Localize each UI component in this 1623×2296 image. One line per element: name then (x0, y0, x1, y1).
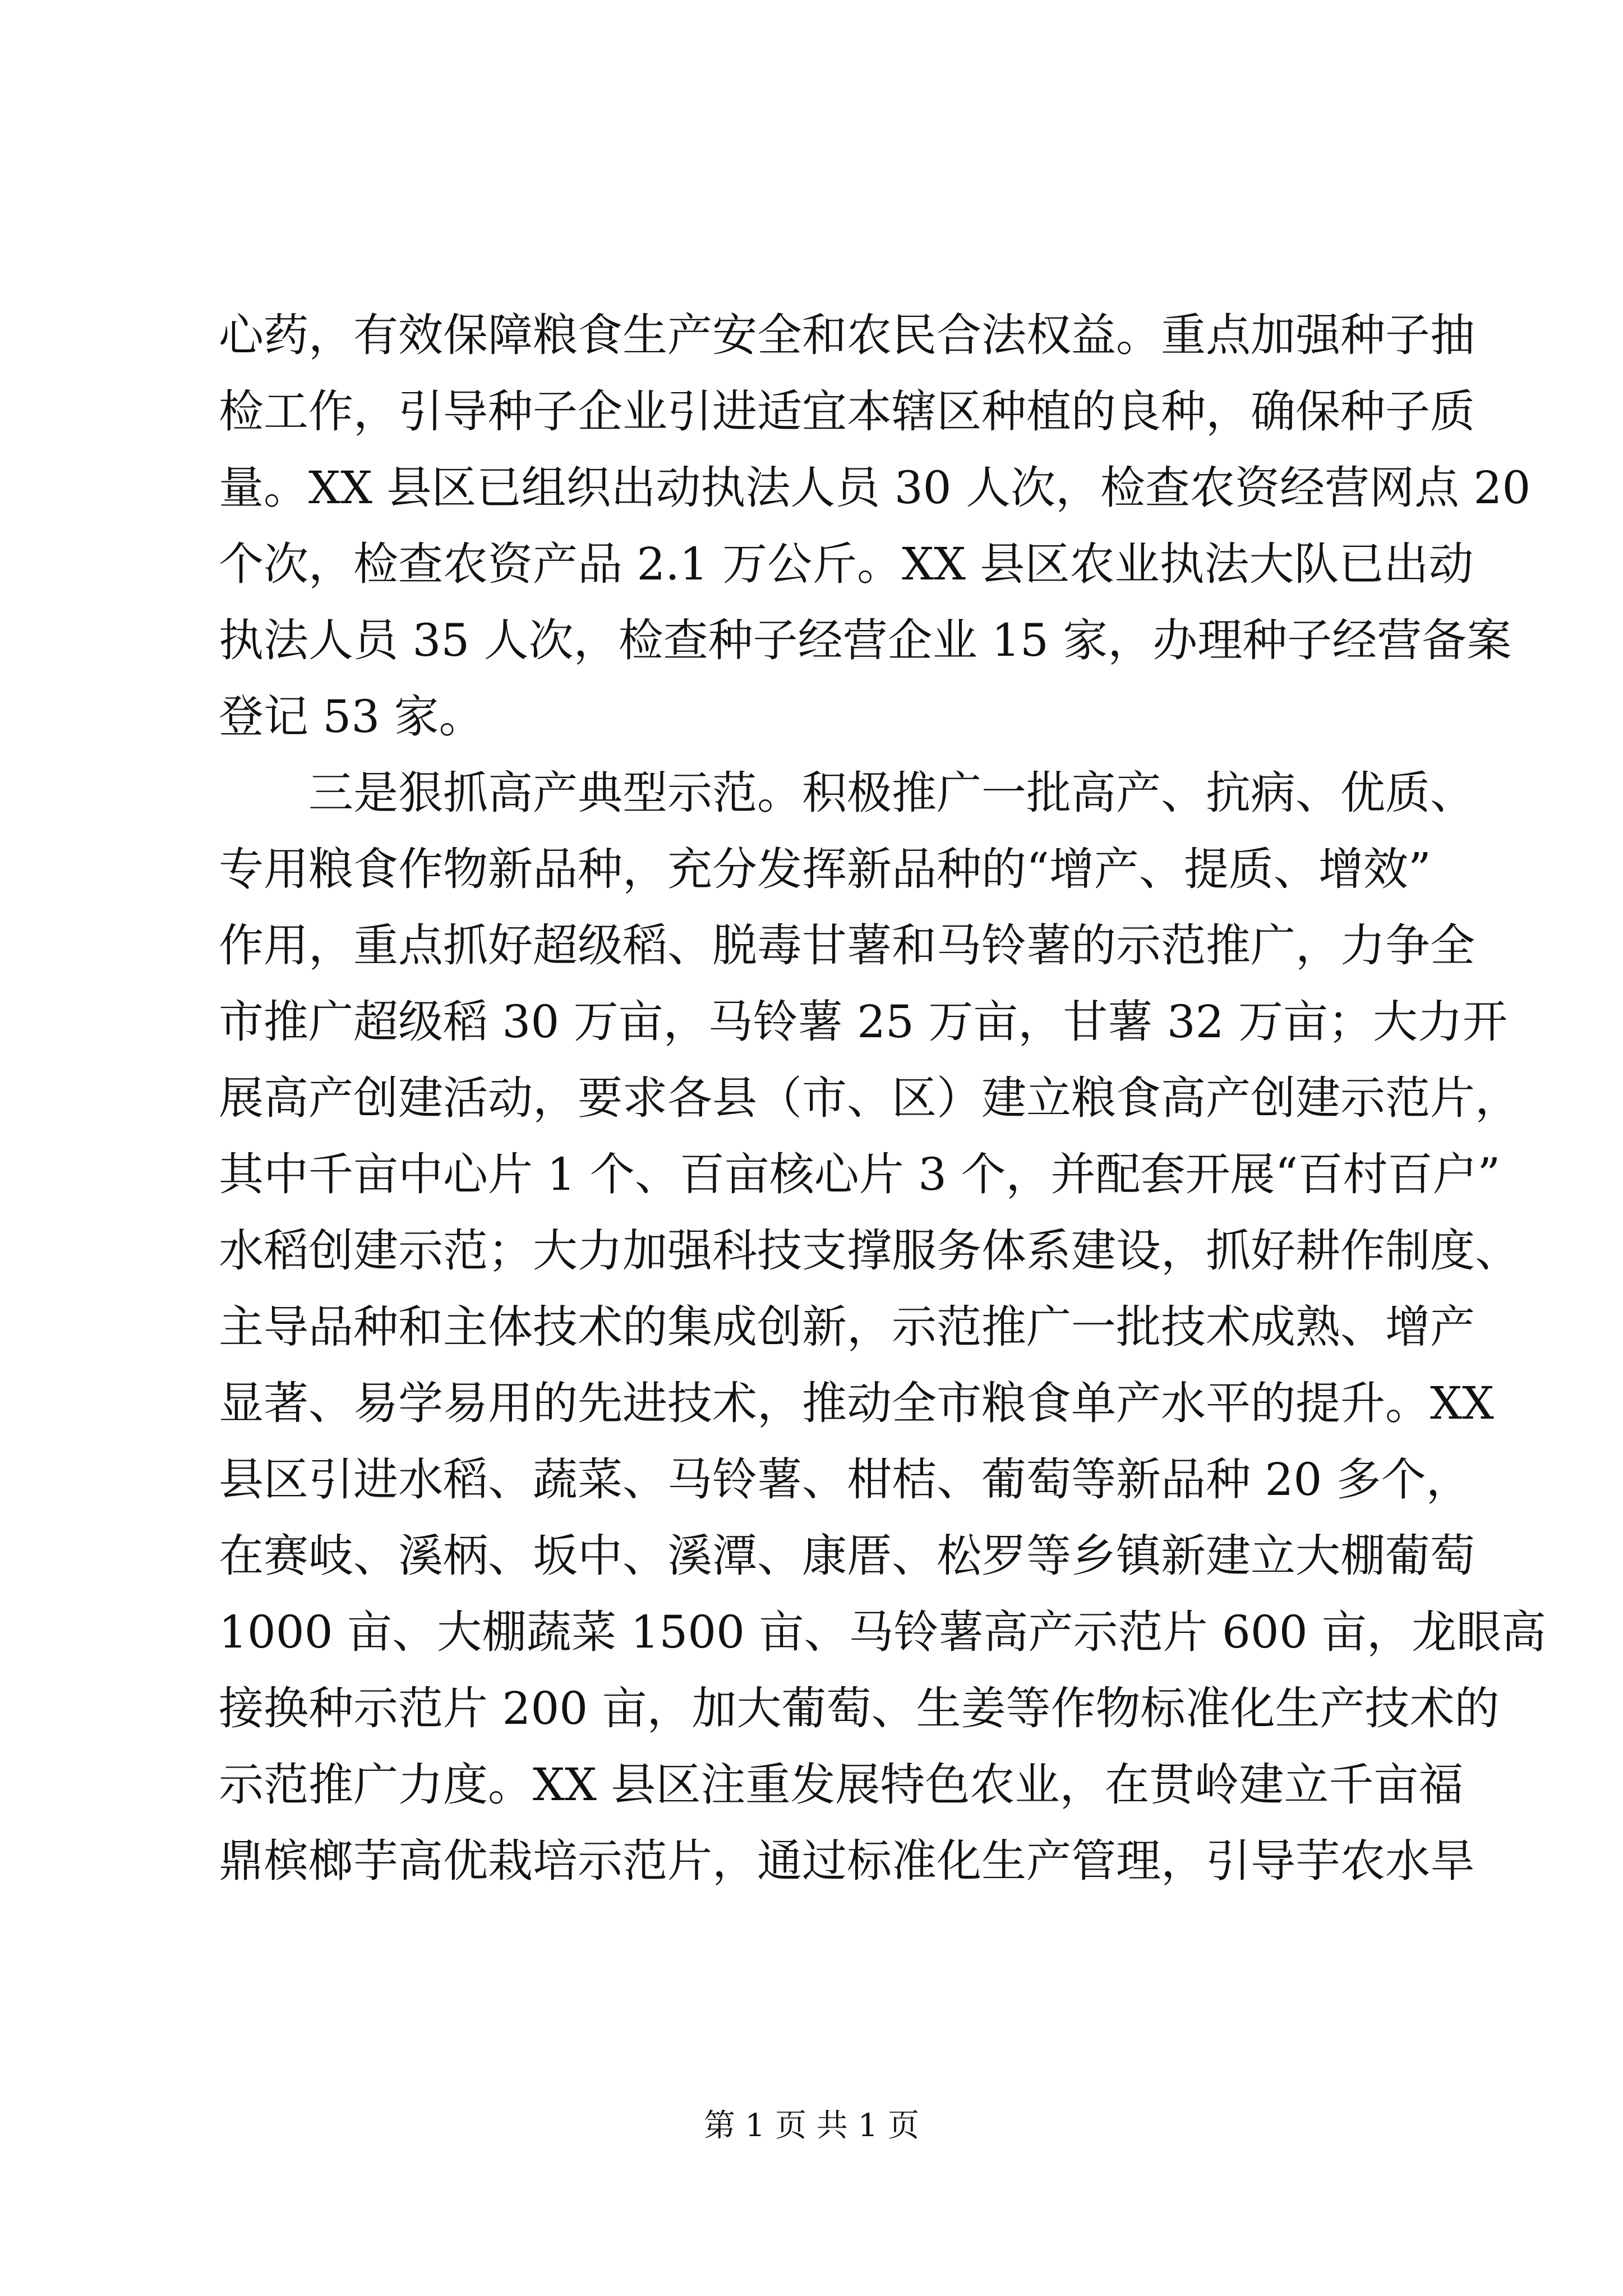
text-line: 个次，检查农资产品 2.1 万公斤。XX 县区农业执法大队已出动 (219, 538, 1474, 590)
text-line: 三是狠抓高产典型示范。积极推广一批高产、抗病、优质、 (308, 767, 1475, 819)
text-line: 量。XX 县区已组织出动执法人员 30 人次，检查农资经营网点 20 (219, 462, 1531, 514)
text-line: 示范推广力度。XX 县区注重发展特色农业，在贯岭建立千亩福 (219, 1759, 1464, 1811)
text-line: 显著、易学易用的先进技术，推动全市粮食单产水平的提升。XX (219, 1377, 1494, 1429)
text-line: 在赛岐、溪柄、坂中、溪潭、康厝、松罗等乡镇新建立大棚葡萄 (219, 1530, 1475, 1582)
text-line: 心药，有效保障粮食生产安全和农民合法权益。重点加强种子抽 (219, 309, 1475, 361)
text-line: 其中千亩中心片 1 个、百亩核心片 3 个，并配套开展“百村百户” (219, 1148, 1501, 1200)
page-footer (0, 2101, 1623, 2146)
text-line: 检工作，引导种子企业引进适宜本辖区种植的良种，确保种子质 (219, 385, 1475, 438)
paragraph-1 (219, 297, 1531, 755)
text-line: 1000 亩、大棚蔬菜 1500 亩、马铃薯高产示范片 600 亩，龙眼高 (219, 1606, 1547, 1658)
text-line: 接换种示范片 200 亩，加大葡萄、生姜等作物标准化生产技术的 (219, 1682, 1500, 1734)
text-line: 执法人员 35 人次，检查种子经营企业 15 家，办理种子经营备案 (219, 614, 1512, 666)
document-body (219, 297, 1547, 1899)
paragraph-2 (219, 755, 1547, 1899)
text-line: 展高产创建活动，要求各县（市、区）建立粮食高产创建示范片， (219, 1072, 1520, 1124)
text-line: 专用粮食作物新品种，充分发挥新品种的“增产、提质、增效” (219, 843, 1431, 895)
text-line: 登记 53 家。 (219, 691, 484, 743)
page-number-label: 第 1 页 共 1 页 (703, 2108, 920, 2144)
text-line: 主导品种和主体技术的集成创新，示范推广一批技术成熟、增产 (219, 1301, 1475, 1353)
text-line: 作用，重点抓好超级稻、脱毒甘薯和马铃薯的示范推广，力争全 (219, 919, 1475, 972)
text-line: 鼎槟榔芋高优栽培示范片，通过标准化生产管理，引导芋农水旱 (219, 1835, 1475, 1887)
text-line: 水稻创建示范；大力加强科技支撑服务体系建设，抓好耕作制度、 (219, 1225, 1520, 1277)
text-line: 市推广超级稻 30 万亩，马铃薯 25 万亩，甘薯 32 万亩；大力开 (219, 996, 1507, 1048)
text-line: 县区引进水稻、蔬菜、马铃薯、柑桔、葡萄等新品种 20 多个， (219, 1453, 1471, 1506)
